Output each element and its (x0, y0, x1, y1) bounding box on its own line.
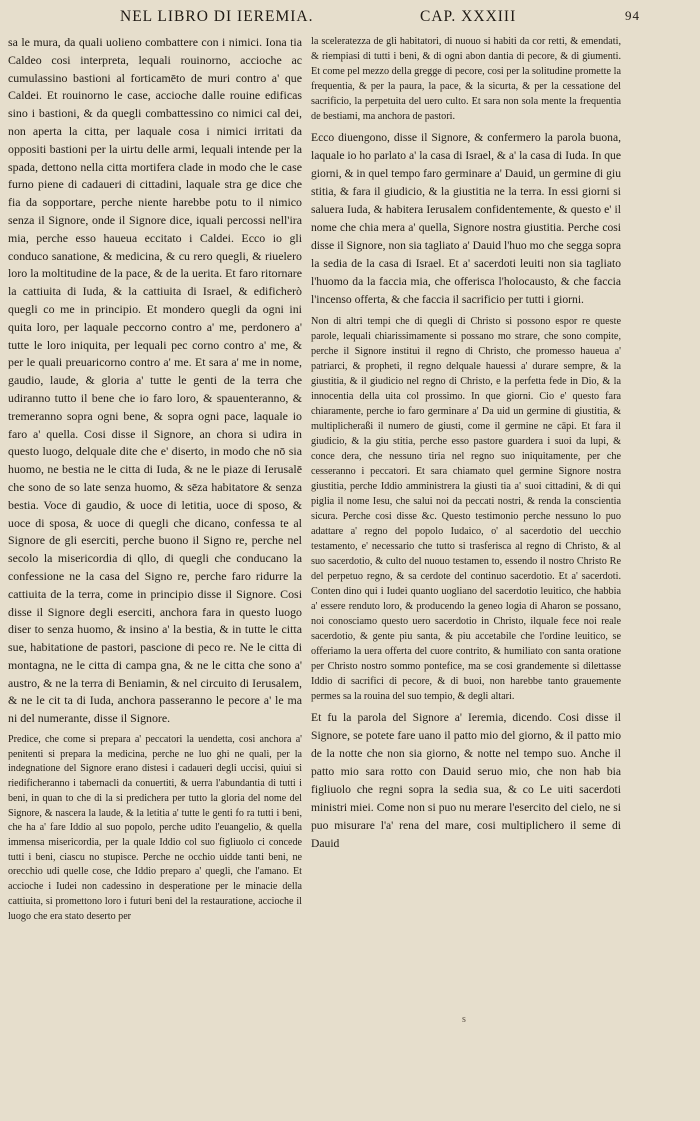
left-commentary: Predice, che come si prepara a' peccatori la uendetta, cosi anchora a' penitenti si prepara la medicina, perche ne luo ghi ne quali, per la indegnatione del Signore erano distesi i cadaueri degli uccisi, quiui si riedificheranno i tabernacli da conuertiti, & uerra l'abundantia di tutti i beni, in quan to che di la si predichera per tutto la gloria del nome del Signore, & nascera la laude, & la letitia a' tutte le genti fo ra tutti i beni, che ha a' fare Iddio al suo popolo, perche udito l'euangelio, & quella immensa misericordia, per la quale Iddio col suo figliuolo ci concede tutti i beni, ciascu no stupisce. Perche ne occhio uidde tanti beni, ne orecchio udi quelle cose, che Iddio preparo a' quegli, che l'amano. Et accioche i Iudei non cadessino in desperatione per le minacie della cattiuita, si promettono loro i futuri beni del la restauratione, accioche il luogo che era stato deserto per (8, 734, 302, 922)
printer-signature-mark: s (462, 1014, 466, 1025)
right-column (311, 34, 621, 853)
running-title: NEL LIBRO DI IEREMIA. (120, 8, 314, 25)
chapter-heading: CAP. XXXIII (420, 8, 517, 25)
right-commentary-top: la sceleratezza de gli habitatori, di nuouo si habiti da cor retti, & emendati, & riempiasi di tutti i beni, & di ogni abon dantia di pecore, & di giumenti. Et come pel mezzo della gregge di pecore, cosi per la solitudine promette la frequentia, & per la paura, la pace, & la sicurta, & per la cessatione del sacrificio, la perpetuita del uero culto. Et sara non sola mente la frequentia de bestiami, ma anchora de pastori. (311, 36, 621, 122)
left-main-text: sa le mura, da quali uolieno combattere con i nimici. Iona tia Caldeo cosi interpreta, lequali rouinorno, accioche ac cumulassino bastioni al forticamēto de muri contro a' que Caldei. Et rouinorno le case, accioche dalle rouine edificas sino i bastioni, & da quegli combattessino co nimici cal dei, non aperta la citta, per laquale cosa i nimici irritati da oppositi bastioni per la uirtu delle armi, lequali intende per la spada, dettono nella citta mortifera clade in modo che le case furno piene di cadaueri di cittadini, laquale stra ge dice che fia da sopportare, perche niente harebbe potu to il nimico senza il Signore, onde il Signore dice, iquali percossi nell'ira mia, perche esso haueua eccitato i Caldei. Ecco io gli conduco sanatione, & medicina, & cu rero quegli, & riuelero loro la moltitudine de la pace, & de la uerita. Et faro ritornare la cattiuita di Iuda, & la cattiuita di Israel, & edificherò quegli co me in principio. Et mondero quegli da ogni ini quita loro, per laquale peccorno contro a' me, perdonero a' tutte le loro iniquita, per lequali pec corno contro a' me, & per le quali preuaricorno contro a' me. Et sara a' me in nome, gaudio, laude, & gloria a' tutte le genti de la terra che udiranno tutto il bene che io faro loro, & spauenteranno, & tremeranno sopra ogni bene, & sopra ogni pace, laquale io faro a' quella. Cosi disse il Signore, an chora si udira in questo luogo, delquale dite che e' diserto, in modo che nō sia huomo, ne bestia ne le citta di Iuda, & ne le piaze di Ierusalē che sono de so late senza huomo, & sēza habitatore & senza bestia. Voce di gaudio, & uoce di letitia, uoce di sposo, & uoce di sposa, & uoce di quegli che dicano, confessa te al Signore de gli eserciti, perche buono il Signo re, perche nel secolo la misericordia di qllo, di quegli che conducano la confessione ne la casa del Signo re, perche faro ridurre la cattiuita de la terra, come in principio disse il Signore. Cosi disse il Signore degli eserciti, anchora fara in questo luogo diser to senza huomo, & insino a' la bestia, & in tutte le citta sue, habitatione de pastori, pascione di peco re. Ne le citta di montagna, ne le citta di campa gna, & ne le citta che sono a' austro, & ne la terra di Beniamin, & nel circuito di Ierusalem, & ne le cit ta di Iuda, anchora passeranno le pecore a' le ma ni del numerante, disse il Signore. (8, 35, 302, 726)
folio-number: 94 (625, 8, 640, 23)
page-header (120, 8, 640, 34)
left-column (8, 34, 302, 924)
right-main-text-bottom: Et fu la parola del Signore a' Ieremia, dicendo. Cosi disse il Signore, se potete fare uano il patto mio del giorno, & il patto mio de la notte che non sia giorno, & notte nel tempo suo. Anche il patto mio sara rotto con Dauid seruo mio, che non hab bia figliuolo che regni sopra la sedia sua, & co Le uiti sacerdoti ministri miei. Come non si puo nu merare l'esercito del cielo, ne si puo misurare l'a' rena del mare, cosi multiplichero il seme di Dauid (311, 711, 621, 850)
right-main-text: Ecco diuengono, disse il Signore, & confermero la parola buona, laquale io ho parlato a' la casa di Israel, & a' la casa di Iuda. In que giorni, & in quel tempo faro germinare a' Dauid, un germine di giu stitia, & fara il giudicio, & la giustitia ne la terra. In essi giorni si saluera Iuda, & habitera Ierusalem confidentemente, & questo e' il nome che chia mera a' quella, Signore nostra giustitia. Perche cosi disse il Signore, non sia tagliato a' Dauid l'huo mo che segga sopra la sedia de la casa di Israel. Et a' sacerdoti leuiti non sia tagliato l'huomo da la faccia mia, che offerisca l'holocausto, & che faccia l'incenso offerta, & che faccia il sacrificio per tutti i giorni. (311, 131, 621, 306)
right-commentary-middle: Non di altri tempi che di quegli di Christo si possono espor re queste parole, lequali chiarissimamente si possano mo strare, che sono compite, perche il Signore instituì il regno di Christo, che promesso haueua a' patriarci, & propheti, il regno delquale hauessi a' durare sempre, & la giustitia, & il giudicio nel regno di Christo, e la perfetta fede in Dio, & la innocentia della uita col prossimo. In que giorni. Cio e' questo fara chiaramente, perche io faro germinare a' Da uid un germine di giustitia, & multiplicheraßi il numero de giusti, come il germine ne cāpi. Et fara il giudicio, & la giu stitia, perche esso pastore guardera i suoi da lupi, & conce dera, che nessuno tiria nel regno suo iniquitamente, per che cesseranno i peccatori. Et sara chiamato quel germine Signore nostra giustitia, perche Iddio amministrera la giusti tia a' suoi cittadini, & di qui piglia il nome Iesu, che salui noi da peccati nostri, & renda la conscientia sicura. Perche cosi disse &c. Questo testimonio perche nessuno lo puo adattare a' regno del popolo Iudaico, o' al sacerdotio del uecchio testamento, e' necessario che tutto si trasferisca al regno di Christo, & al suo sacerdotio, & culto del nuouo testamen to, essendo il nostro Christo Re del perpetuo regno, & sa cerdote del continuo sacerdotio. Et a' sacerdoti. Conten dino qui i Iudei quanto uogliano del sacerdotio leuitico, che habbia a' essere renduto loro, & producendo la geneo logia di Aharon se possano, noi conosciamo questo uero sacerdotio in Christo, ilquale fece noi reale sacerdotio, & gente piu santa, & piu accetabile che l'ordine leuitico, se offeriamo la uera offerta del cuore contrito, & humiliato con santa oratione per Christo nostro sommo pontefice, ma se cosi grandemente si dilettasse Iddio di sacrifici di pecore, & di buoi, non harebbe tanto grauemente permes sa la rouina del suo tempio, & degli altari. (311, 316, 621, 702)
